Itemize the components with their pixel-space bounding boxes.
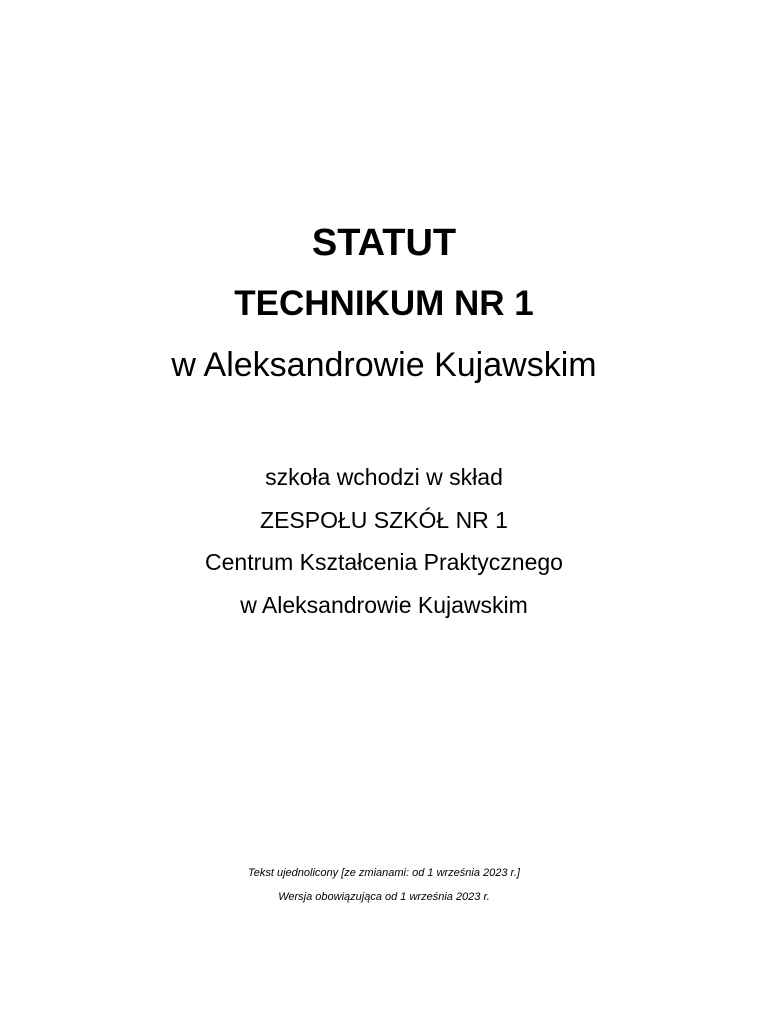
consolidated-text-note: Tekst ujednolicony [ze zmianami: od 1 września 2023 r.] (248, 867, 520, 879)
parent-school-location: w Aleksandrowie Kujawskim (240, 592, 528, 618)
membership-intro: szkoła wchodzi w skład (265, 464, 503, 490)
school-location: w Aleksandrowie Kujawskim (171, 346, 597, 384)
parent-school-center: Centrum Kształcenia Praktycznego (205, 549, 563, 575)
parent-school-name: ZESPOŁU SZKÓŁ NR 1 (260, 507, 508, 533)
document-title: STATUT (311, 222, 457, 264)
school-name: TECHNIKUM NR 1 (234, 284, 534, 323)
version-note: Wersja obowiązująca od 1 września 2023 r. (278, 891, 490, 903)
